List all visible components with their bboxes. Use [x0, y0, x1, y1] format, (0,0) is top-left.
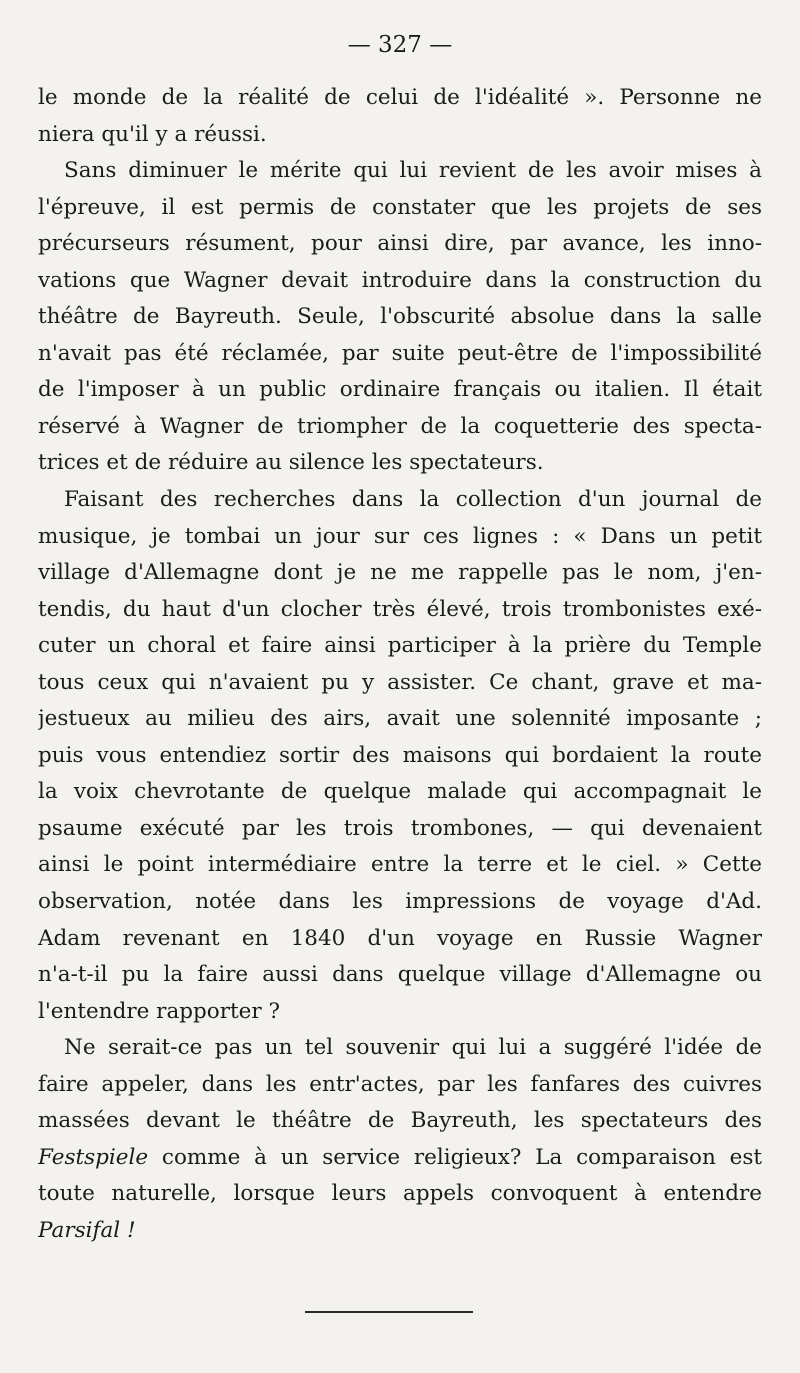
- text-line: observation, notée dans les impressions de voyage d'Ad.: [38, 889, 762, 915]
- text-line: de l'imposer à un public ordinaire français ou italien. Il était: [38, 377, 762, 403]
- text-line: Adam revenant en 1840 d'un voyage en Russie Wagner: [38, 925, 762, 951]
- text-line: réservé à Wagner de triompher de la coquetterie des specta-: [38, 413, 762, 439]
- text-line: vations que Wagner devait introduire dans la construction du: [38, 267, 762, 293]
- text-line: [38, 1213, 762, 1250]
- text-line: musique, je tombai un jour sur ces lignes : « Dans un petit: [38, 523, 762, 549]
- text-line: puis vous entendiez sortir des maisons qui bordaient la route: [38, 742, 762, 768]
- text-line: le monde de la réalité de celui de l'idéalité ». Personne ne: [38, 85, 762, 110]
- text-line: [38, 1140, 762, 1177]
- text-line: niera qu'il y a réussi.: [38, 121, 267, 147]
- text-line: l'épreuve, il est permis de constater que les projets de ses: [38, 194, 762, 220]
- text-line: l'entendre rapporter ?: [38, 998, 281, 1024]
- italic-term: Festspiele: [38, 1144, 149, 1170]
- text-line: cuter un choral et faire ainsi participer à la prière du Temple: [38, 633, 762, 659]
- text-line: ainsi le point intermédiaire entre la terre et le ciel. » Cette: [38, 852, 762, 878]
- end-rule: [305, 1311, 473, 1313]
- text-line: la voix chevrotante de quelque malade qui accompagnait le: [38, 779, 762, 805]
- italic-term: Parsifal !: [38, 1217, 136, 1243]
- page-number: — 327 —: [347, 32, 453, 58]
- text-line: Ne serait-ce pas un tel souvenir qui lui a suggéré l'idée de: [64, 1035, 762, 1061]
- text-line: Sans diminuer le mérite qui lui revient de les avoir mises à: [64, 158, 762, 184]
- text-run: comme à un service religieux? La comparaison est: [148, 1144, 762, 1170]
- text-line: n'avait pas été réclamée, par suite peut-être de l'impossibilité: [38, 340, 762, 366]
- text-line: tendis, du haut d'un clocher très élevé, trois trombonistes exé-: [38, 596, 762, 622]
- text-line: psaume exécuté par les trois trombones, — qui devenaient: [38, 815, 762, 841]
- text-line: trices et de réduire au silence les spectateurs.: [38, 450, 544, 476]
- text-line: village d'Allemagne dont je ne me rappelle pas le nom, j'en-: [38, 560, 762, 586]
- text-line: théâtre de Bayreuth. Seule, l'obscurité absolue dans la salle: [38, 304, 762, 330]
- text-line: précurseurs résument, pour ainsi dire, par avance, les inno-: [38, 231, 762, 257]
- text-line: jestueux au milieu des airs, avait une solennité imposante ;: [38, 706, 762, 732]
- text-line: tous ceux qui n'avaient pu y assister. Ce chant, grave et ma-: [38, 669, 762, 695]
- text-line: Faisant des recherches dans la collection d'un journal de: [64, 487, 762, 513]
- text-line: toute naturelle, lorsque leurs appels convoquent à entendre: [38, 1181, 762, 1207]
- text-line: massées devant le théâtre de Bayreuth, les spectateurs des: [38, 1108, 762, 1134]
- text-line: faire appeler, dans les entr'actes, par les fanfares des cuivres: [38, 1071, 762, 1097]
- text-line: n'a-t-il pu la faire aussi dans quelque village d'Allemagne ou: [38, 962, 762, 988]
- body-text: [38, 80, 762, 1250]
